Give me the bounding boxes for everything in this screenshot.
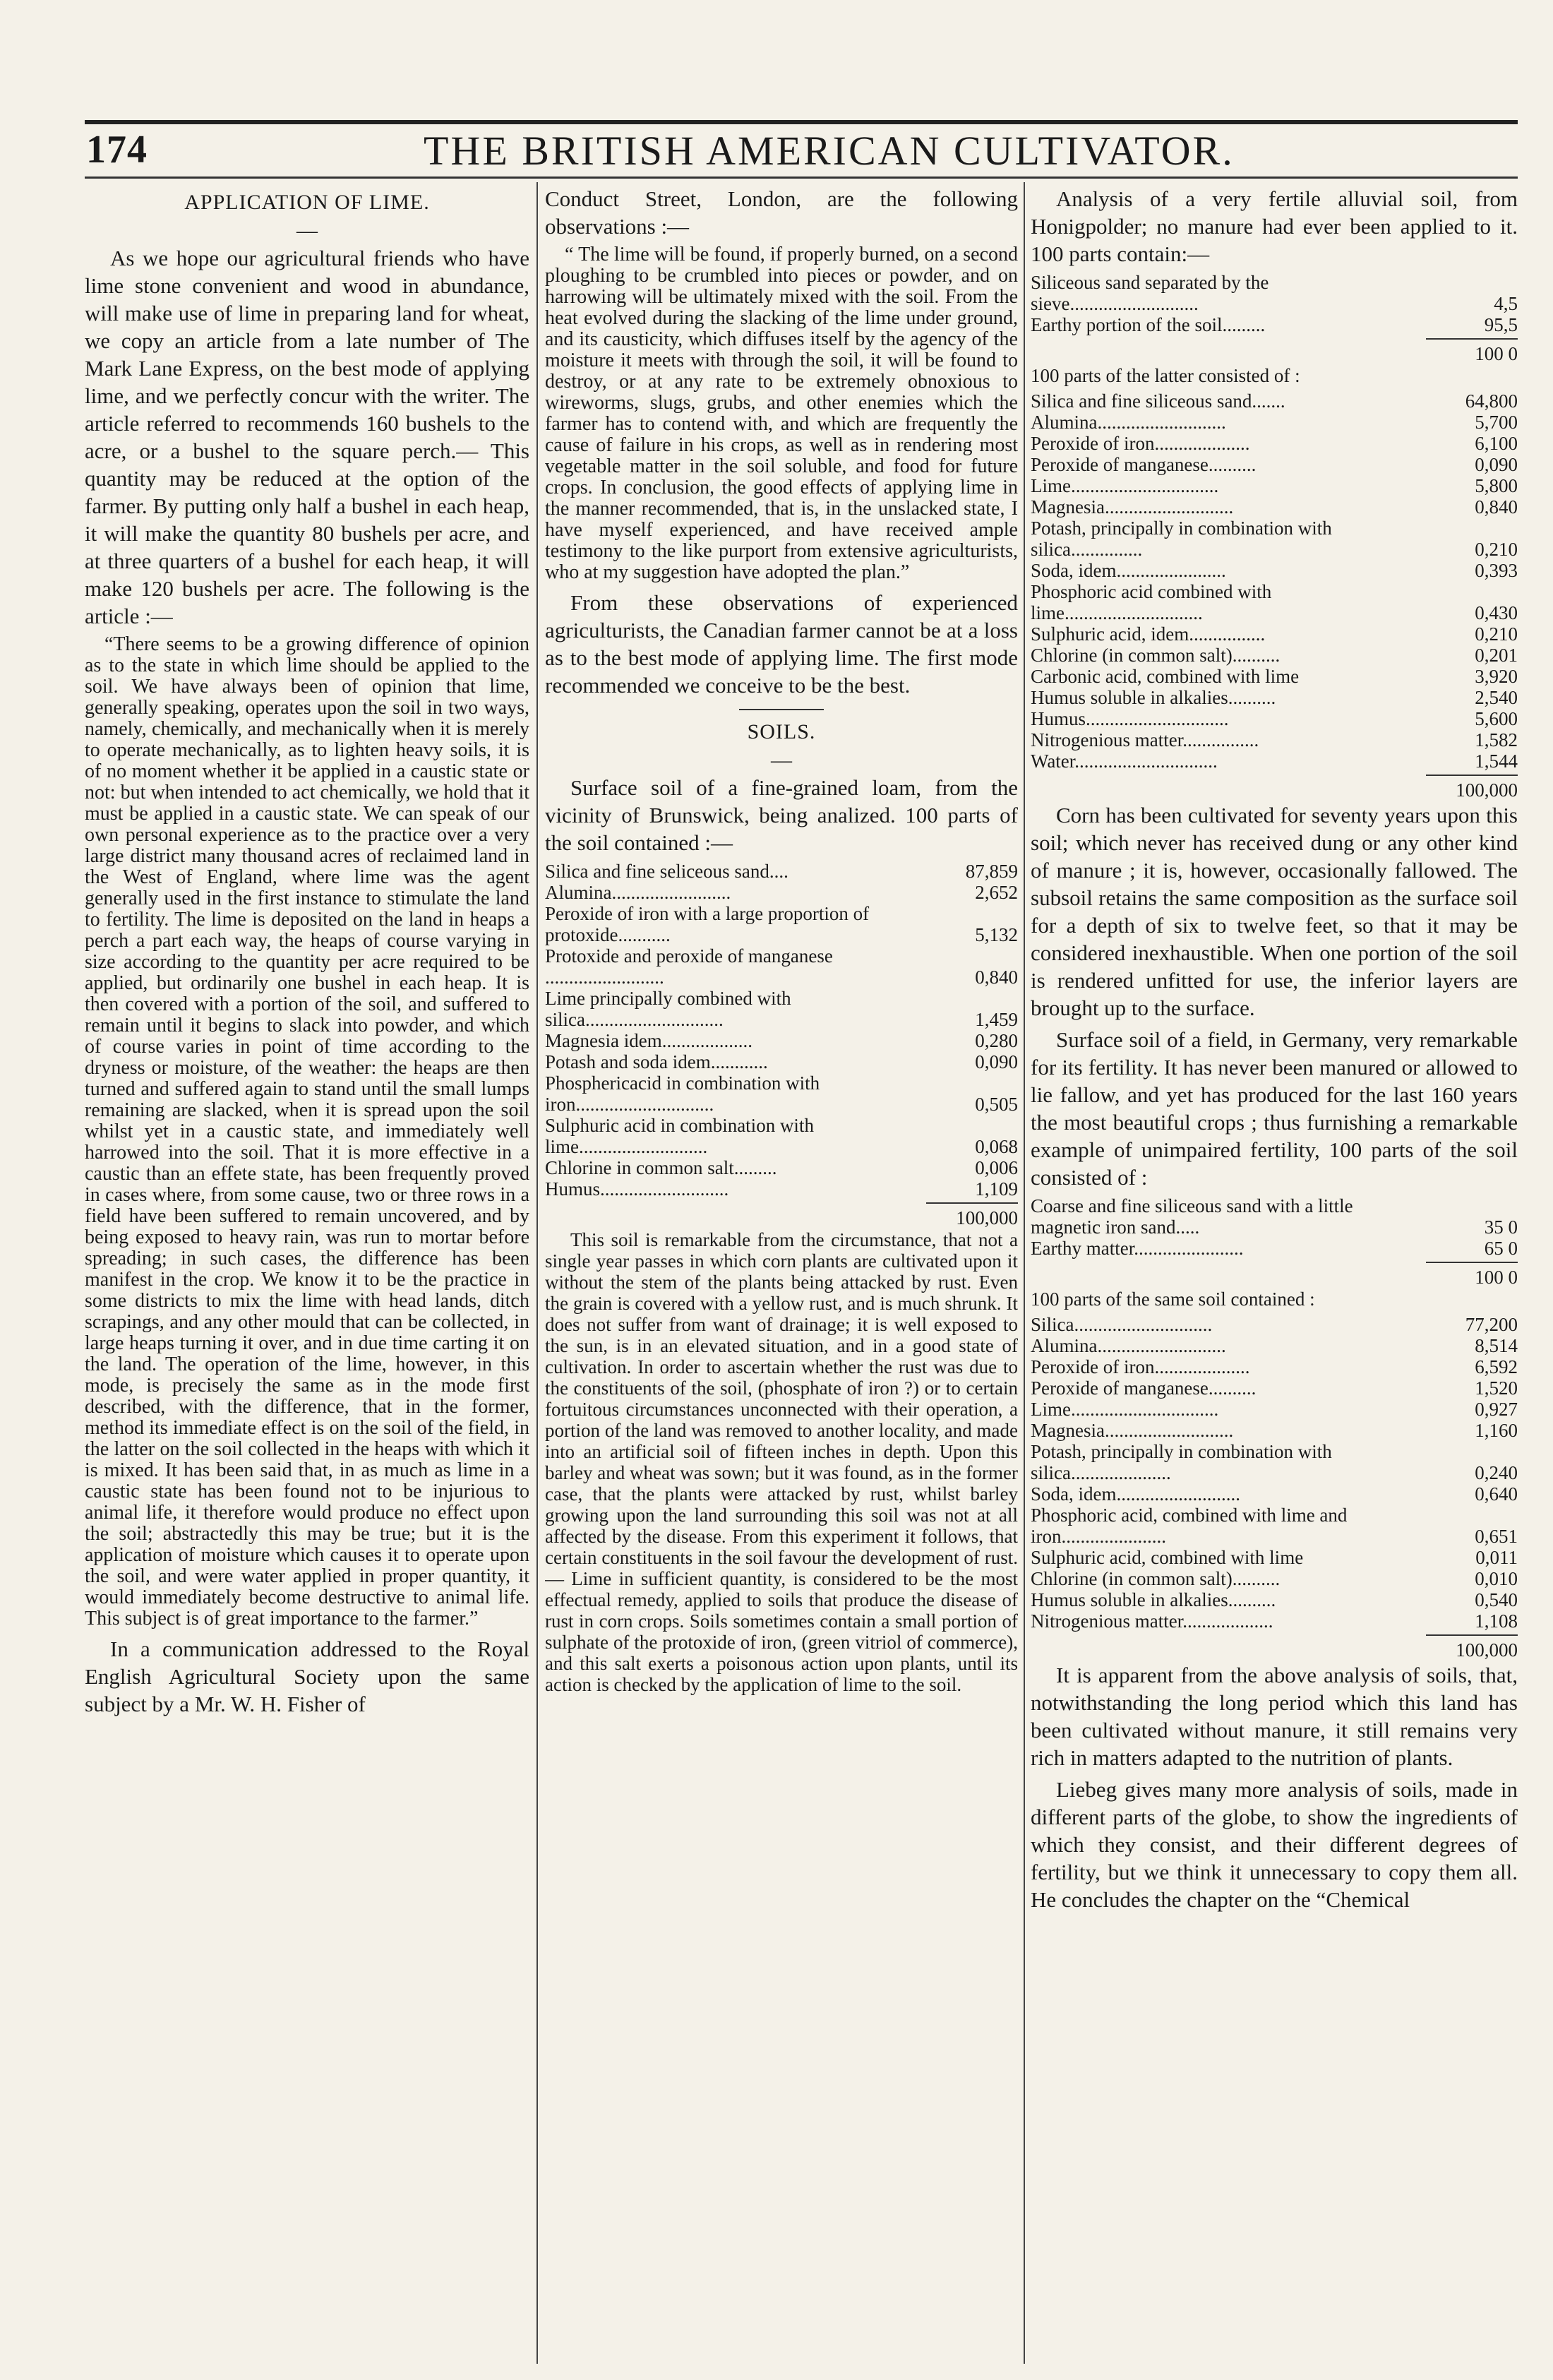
analysis-value: 87,859	[965, 861, 1018, 882]
analysis-value: 77,200	[1465, 1314, 1518, 1335]
analysis-row	[1031, 1420, 1518, 1441]
analysis-value: 0,090	[1475, 454, 1518, 475]
analysis-label: Nitrogenious matter...................	[1031, 1610, 1273, 1632]
analysis-value: 0,840	[1475, 496, 1518, 518]
analysis-value: 0,280	[975, 1030, 1018, 1051]
analysis-value: 64,800	[1465, 390, 1518, 412]
analysis-label: Chlorine (in common salt)..........	[1031, 1568, 1281, 1589]
germany-paragraph: Surface soil of a field, in Germany, very remarkable for its fertility. It has never been manured or allowed to lie fallow, and yet has produced for the last 160 years the most beautiful crops ; thus furnishing a remarkable example of unimpaired fertility, 100 parts of the soil consisted of :	[1031, 1027, 1518, 1190]
analysis-row	[1031, 390, 1518, 412]
analysis-label: Earthy matter.......................	[1031, 1238, 1244, 1259]
analysis-label: Siliceous sand separated by the sieve...........................	[1031, 272, 1269, 314]
brunswick-intro: Surface soil of a fine-grained loam, from the vicinity of Brunswick, being analized. 100 parts of the soil contained :—	[545, 775, 1018, 855]
analysis-label: Nitrogenious matter................	[1031, 729, 1259, 751]
analysis-label: Phosphoric acid combined with lime.............................	[1031, 581, 1272, 623]
analysis-label: Peroxide of manganese..........	[1031, 454, 1257, 475]
analysis-value: 0,010	[1475, 1568, 1518, 1589]
title-dash: —	[296, 219, 318, 242]
analysis-value: 1,459	[975, 1009, 1018, 1030]
analysis-label: Alumina...........................	[1031, 1335, 1226, 1356]
observations-paragraph: From these observations of experienced agriculturists, the Canadian farmer cannot be at a loss as to the best mode of applying lime. The first mode recommended we conceive to be the best.	[545, 590, 1018, 698]
analysis-value: 0,068	[975, 1136, 1018, 1157]
analysis-value: 1,520	[1475, 1377, 1518, 1399]
analysis-row	[1031, 1505, 1518, 1547]
analysis-label: Humus soluble in alkalies..........	[1031, 1589, 1276, 1610]
analysis-row	[1031, 1441, 1518, 1483]
analysis-row	[545, 861, 1018, 882]
analysis-label: Lime...............................	[1031, 475, 1219, 496]
analysis-value: 1,544	[1475, 751, 1518, 772]
analysis-label: Coarse and fine siliceous sand with a little magnetic iron sand.....	[1031, 1195, 1353, 1238]
analysis-row	[545, 1178, 1018, 1200]
lime-intro-paragraph: As we hope our agricultural friends who have lime stone convenient and wood in abundance, will make use of lime in preparing land for wheat, we copy an article from a late number of The Mark Lane Express, on the best mode of applying lime, and we perfectly concur with the writer. The article referred to recommends 160 bushels to the acre, or a bushel to the square perch.— This quantity may be reduced at the option of the farmer. By putting only half a bushel in each heap, it will make the quantity 80 bushels per acre, and at three quarters of a bushel for each heap, it will make 120 bushels per acre. The following is the article :—	[85, 246, 529, 628]
analysis-row	[1031, 1238, 1518, 1259]
analysis-row	[1031, 454, 1518, 475]
lime-closing-paragraph: In a communication addressed to the Royal English Agricultural Society upon the same subject by a Mr. W. H. Fisher of	[85, 1637, 529, 1716]
analysis-row	[1031, 751, 1518, 772]
analysis-label: Phosphoric acid, combined with lime and iron......................	[1031, 1505, 1348, 1547]
analysis-value: 0,090	[975, 1051, 1018, 1072]
analysis-label: Sulphuric acid, idem................	[1031, 623, 1266, 645]
header-rule-bottom	[85, 177, 1518, 179]
column-1	[85, 185, 529, 2374]
analysis-label: Sulphuric acid in combination with lime...........................	[545, 1115, 814, 1157]
analysis-value: 1,160	[1475, 1420, 1518, 1441]
analysis-row	[1031, 729, 1518, 751]
analysis-row	[1031, 645, 1518, 666]
analysis-label: Potash, principally in combination with silica.....................	[1031, 1441, 1332, 1483]
analysis-row	[1031, 581, 1518, 623]
analysis-row	[1031, 1483, 1518, 1505]
analysis-row	[1031, 475, 1518, 496]
analysis-label: Magnesia idem...................	[545, 1030, 752, 1051]
brunswick-total: 100,000	[956, 1207, 1018, 1228]
analysis-value: 0,540	[1475, 1589, 1518, 1610]
page-number: 174	[86, 128, 148, 172]
brunswick-analysis-table	[545, 861, 1018, 1200]
analysis-label: Water..............................	[1031, 751, 1218, 772]
analysis-label: Phosphericacid in combination with iron.............................	[545, 1072, 820, 1115]
honigpolder-table-a	[1031, 272, 1518, 335]
analysis-row	[1031, 1568, 1518, 1589]
analysis-value: 0,393	[1475, 560, 1518, 581]
analysis-value: 2,540	[1475, 687, 1518, 708]
fisher-quote: “ The lime will be found, if properly burned, on a second ploughing to be crumbled into pieces or powder, and on harrowing will be ultimately mixed with the soil. From the heat evolved during the slacking of the lime under ground, and its causticity, which diffuses itself by the agency of the moisture it meets with through the soil, it will be found to destroy, or at any rate to be extremely obnoxious to wireworms, slugs, grubs, and other enemies which the farmer has to contend with, and which are frequently the cause of failure in his crops, as well as in rendering most vegetable matter in the soil soluble, and food for future crops. In conclusion, the good effects of applying lime in the manner recommended, that is, in the unslacked state, I have myself experienced, and have received ample testimony to the like purport from extensive agriculturists, who at my suggestion have adopted the plan.”	[545, 244, 1018, 583]
analysis-value: 0,201	[1475, 645, 1518, 666]
analysis-row	[545, 1030, 1018, 1051]
analysis-label: Silica.............................	[1031, 1314, 1213, 1335]
analysis-row	[1031, 1610, 1518, 1632]
analysis-label: Humus soluble in alkalies..........	[1031, 687, 1276, 708]
analysis-value: 65 0	[1484, 1238, 1518, 1259]
analysis-value: 2,652	[975, 882, 1018, 903]
honigpolder-intro: Analysis of a very fertile alluvial soil, from Honigpolder; no manure had ever been applied to it. 100 parts contain:—	[1031, 186, 1518, 266]
analysis-label: Peroxide of iron....................	[1031, 433, 1250, 454]
honigpolder-total-a: 100 0	[1475, 343, 1518, 364]
corn-paragraph: Corn has been cultivated for seventy years upon this soil; which never has received dung or any other kind of manure ; it is, however, occasionally fallowed. The subsoil retains the same composition as the surface soil for a depth of six to twelve feet, so that it may be considered inexhaustible. When one portion of the soil is rendered unfitted for use, the inferior layers are brought up to the surface.	[1031, 803, 1518, 1020]
analysis-row	[1031, 1399, 1518, 1420]
analysis-row	[1031, 433, 1518, 454]
analysis-row	[1031, 1195, 1518, 1238]
analysis-label: Peroxide of iron....................	[1031, 1356, 1250, 1377]
analysis-row	[545, 1051, 1018, 1072]
analysis-value: 5,132	[975, 924, 1018, 945]
analysis-row	[1031, 496, 1518, 518]
column-rule-right	[1024, 182, 1025, 2364]
analysis-row	[1031, 412, 1518, 433]
analysis-label: Alumina.........................	[545, 882, 731, 903]
analysis-row	[545, 1157, 1018, 1178]
lime-quote-paragraph: “There seems to be a growing difference of opinion as to the state in which lime should be applied to the soil. We have always been of opinion that lime, generally speaking, operates upon the soil in two ways, namely, chemically, and mechanically when it is merely to operate mechanically, as to lighten heavy soils, it is of no moment whether it be applied in a caustic state or not: but when intended to act chemically, we hold that it must be applied in a caustic state. We can speak of our own personal experience as to the practice over a very large district many thousand acres of reclaimed land in the West of England, where lime was the agent generally used in the first instance to stimulate the land to fertility. The lime is deposited on the land in heaps a perch a part each way, the heaps of course varying in size according to the quantity per acre required to be applied, but ordinarily one bushel in each heap. It is then covered with a portion of the soil, and suffered to remain until it begins to slack into powder, and which of course varies in point of time according to the dryness or moisture, of the weather: the heaps are then turned and suffered again to stand until the small lumps remaining are slacked, when it is spread upon the soil whilst yet in a caustic state, and immediately well harrowed into the soil. That it is more effective in a caustic than an effete state, has been frequently proved in cases where, from some cause, two or three rows in a field have been suffered to remain uncovered, and by being exposed to heavy rain, was run to mortar before spreading; in such cases, the difference has been manifest in the crop. We know it to be the practice in some districts to mix the lime with head lands, ditch scrapings, and any other mould that can be collected, in large heaps turning it over, and in due time carting it on the land. The operation of the lime, however, in this mode, is precisely the same as in the mode first described, with the difference, that in the former, method its immediate effect is on the soil of the field, in the latter on the soil collected in the heaps with which it is mixed. It has been said that, in as much as lime in a caustic state has been found not to be injurious to animal life, it therefore would produce no effect upon the soil; abstractedly this may be true; but it is the application of moisture which causes it to operate upon the soil, and were water applied in proper quantity, it would immediately become destructive to animal life. This subject is of great importance to the farmer.”	[85, 633, 529, 1629]
analysis-label: Magnesia...........................	[1031, 1420, 1234, 1441]
column-2	[545, 185, 1018, 2374]
analysis-row	[1031, 272, 1518, 314]
honigpolder-sub-intro: 100 parts of the latter consisted of :	[1031, 365, 1300, 386]
analysis-row	[545, 882, 1018, 903]
column-rule-left	[536, 182, 538, 2364]
analysis-row	[1031, 560, 1518, 581]
analysis-label: Alumina...........................	[1031, 412, 1226, 433]
analysis-value: 1,108	[1475, 1610, 1518, 1632]
analysis-value: 0,011	[1475, 1547, 1518, 1568]
analysis-value: 0,505	[975, 1094, 1018, 1115]
analysis-label: Soda, idem.......................	[1031, 560, 1226, 581]
germany-total-d: 100,000	[1456, 1639, 1518, 1661]
analysis-value: 0,006	[975, 1157, 1018, 1178]
analysis-label: Silica and fine siliceous sand.......	[1031, 390, 1285, 412]
analysis-value: 5,700	[1475, 412, 1518, 433]
analysis-label: Potash and soda idem............	[545, 1051, 768, 1072]
running-title: THE BRITISH AMERICAN CULTIVATOR.	[424, 128, 1235, 174]
analysis-row	[545, 1115, 1018, 1157]
analysis-row	[545, 988, 1018, 1030]
liebeg-paragraph: Liebeg gives many more analysis of soils, made in different parts of the globe, to show the ingredients of which they consist, and their different degrees of fertility, but we think it unnecessary to copy them all. He concludes the chapter on the “Chemical	[1031, 1777, 1518, 1912]
analysis-label: Chlorine in common salt.........	[545, 1157, 777, 1178]
analysis-value: 0,927	[1475, 1399, 1518, 1420]
analysis-value: 1,109	[975, 1178, 1018, 1200]
honigpolder-total-b: 100,000	[1456, 779, 1518, 801]
analysis-value: 0,210	[1475, 539, 1518, 560]
analysis-label: Soda, idem..........................	[1031, 1483, 1240, 1505]
analysis-row	[1031, 623, 1518, 645]
analysis-row	[1031, 666, 1518, 687]
analysis-label: Carbonic acid, combined with lime	[1031, 666, 1300, 687]
column-3	[1031, 185, 1518, 2374]
analysis-label: Sulphuric acid, combined with lime	[1031, 1547, 1304, 1568]
analysis-label: Peroxide of manganese..........	[1031, 1377, 1257, 1399]
analysis-label: Humus...........................	[545, 1178, 729, 1200]
article-title-lime: APPLICATION OF LIME.	[184, 191, 430, 214]
analysis-value: 95,5	[1484, 314, 1518, 335]
analysis-label: Lime principally combined with silica.............................	[545, 988, 791, 1030]
analysis-row	[1031, 687, 1518, 708]
fisher-intro: Conduct Street, London, are the following observations :—	[545, 186, 1018, 239]
apparent-paragraph: It is apparent from the above analysis of soils, that, notwithstanding the long period which this land has been cultivated without manure, it still remains very rich in matters adapted to the nutrition of plants.	[1031, 1663, 1518, 1770]
honigpolder-table-b	[1031, 390, 1518, 772]
analysis-value: 8,514	[1475, 1335, 1518, 1356]
analysis-row	[1031, 1377, 1518, 1399]
analysis-row	[545, 1072, 1018, 1115]
analysis-value: 35 0	[1484, 1216, 1518, 1238]
analysis-row	[545, 945, 1018, 988]
analysis-value: 3,920	[1475, 666, 1518, 687]
analysis-value: 5,800	[1475, 475, 1518, 496]
analysis-label: Humus..............................	[1031, 708, 1229, 729]
analysis-value: 4,5	[1494, 293, 1518, 314]
analysis-value: 0,651	[1475, 1526, 1518, 1547]
analysis-label: Magnesia...........................	[1031, 496, 1234, 518]
analysis-value: 1,582	[1475, 729, 1518, 751]
analysis-value: 0,240	[1475, 1462, 1518, 1483]
analysis-label: Chlorine (in common salt)..........	[1031, 645, 1281, 666]
analysis-label: Protoxide and peroxide of manganese .........................	[545, 945, 833, 988]
analysis-value: 0,210	[1475, 623, 1518, 645]
soils-dash: —	[771, 748, 792, 772]
analysis-value: 0,840	[975, 967, 1018, 988]
analysis-value: 0,430	[1475, 602, 1518, 623]
analysis-label: Potash, principally in combination with silica...............	[1031, 518, 1332, 560]
section-rule	[739, 709, 824, 710]
analysis-value: 6,100	[1475, 433, 1518, 454]
analysis-row	[1031, 1356, 1518, 1377]
header-rule-top	[85, 120, 1518, 124]
analysis-row	[1031, 708, 1518, 729]
analysis-row	[1031, 1335, 1518, 1356]
analysis-label: Peroxide of iron with a large proportion of protoxide...........	[545, 903, 870, 945]
analysis-value: 5,600	[1475, 708, 1518, 729]
analysis-row	[1031, 1314, 1518, 1335]
analysis-value: 6,592	[1475, 1356, 1518, 1377]
rust-paragraph: This soil is remarkable from the circumstance, that not a single year passes in which corn plants are cultivated upon it without the stem of the plants being attacked by rust. Even the grain is covered with a yellow rust, and is much shrunk. It does not suffer from want of drainage; it is well exposed to the sun, is in an elevated situation, and in a good state of cultivation. In order to ascertain whether the rust was due to the constituents of the soil, (phosphate of iron ?) or to certain fortuitous circumstances unconnected with their operation, a portion of the land was removed to another locality, and made into an artificial soil of fifteen inches in depth. Upon this barley and wheat was sown; but it was found, as in the former case, that the plants were attacked by rust, whilst barley growing upon the land surrounding this soil was not at all affected by the disease. From this experiment it follows, that certain constituents in the soil favour the development of rust.— Lime in sufficient quantity, is considered to be the most effectual remedy, applied to soils that produce the disease of rust in corn crops. Soils sometimes contain a small portion of sulphate of the protoxide of iron, (green vitriol of commerce), and this salt exerts a poisonous action upon plants, until its action is checked by the application of lime to the soil.	[545, 1229, 1018, 1695]
analysis-row	[1031, 314, 1518, 335]
analysis-row	[1031, 1547, 1518, 1568]
germany-sub-intro: 100 parts of the same soil contained :	[1031, 1288, 1315, 1310]
analysis-row	[1031, 518, 1518, 560]
analysis-label: Lime...............................	[1031, 1399, 1219, 1420]
germany-table-c	[1031, 1195, 1518, 1259]
analysis-row	[1031, 1589, 1518, 1610]
analysis-value: 0,640	[1475, 1483, 1518, 1505]
analysis-row	[545, 903, 1018, 945]
analysis-label: Earthy portion of the soil.........	[1031, 314, 1266, 335]
germany-table-d	[1031, 1314, 1518, 1632]
analysis-label: Silica and fine seliceous sand....	[545, 861, 789, 882]
article-title-soils: SOILS.	[747, 720, 816, 743]
germany-total-c: 100 0	[1475, 1267, 1518, 1288]
